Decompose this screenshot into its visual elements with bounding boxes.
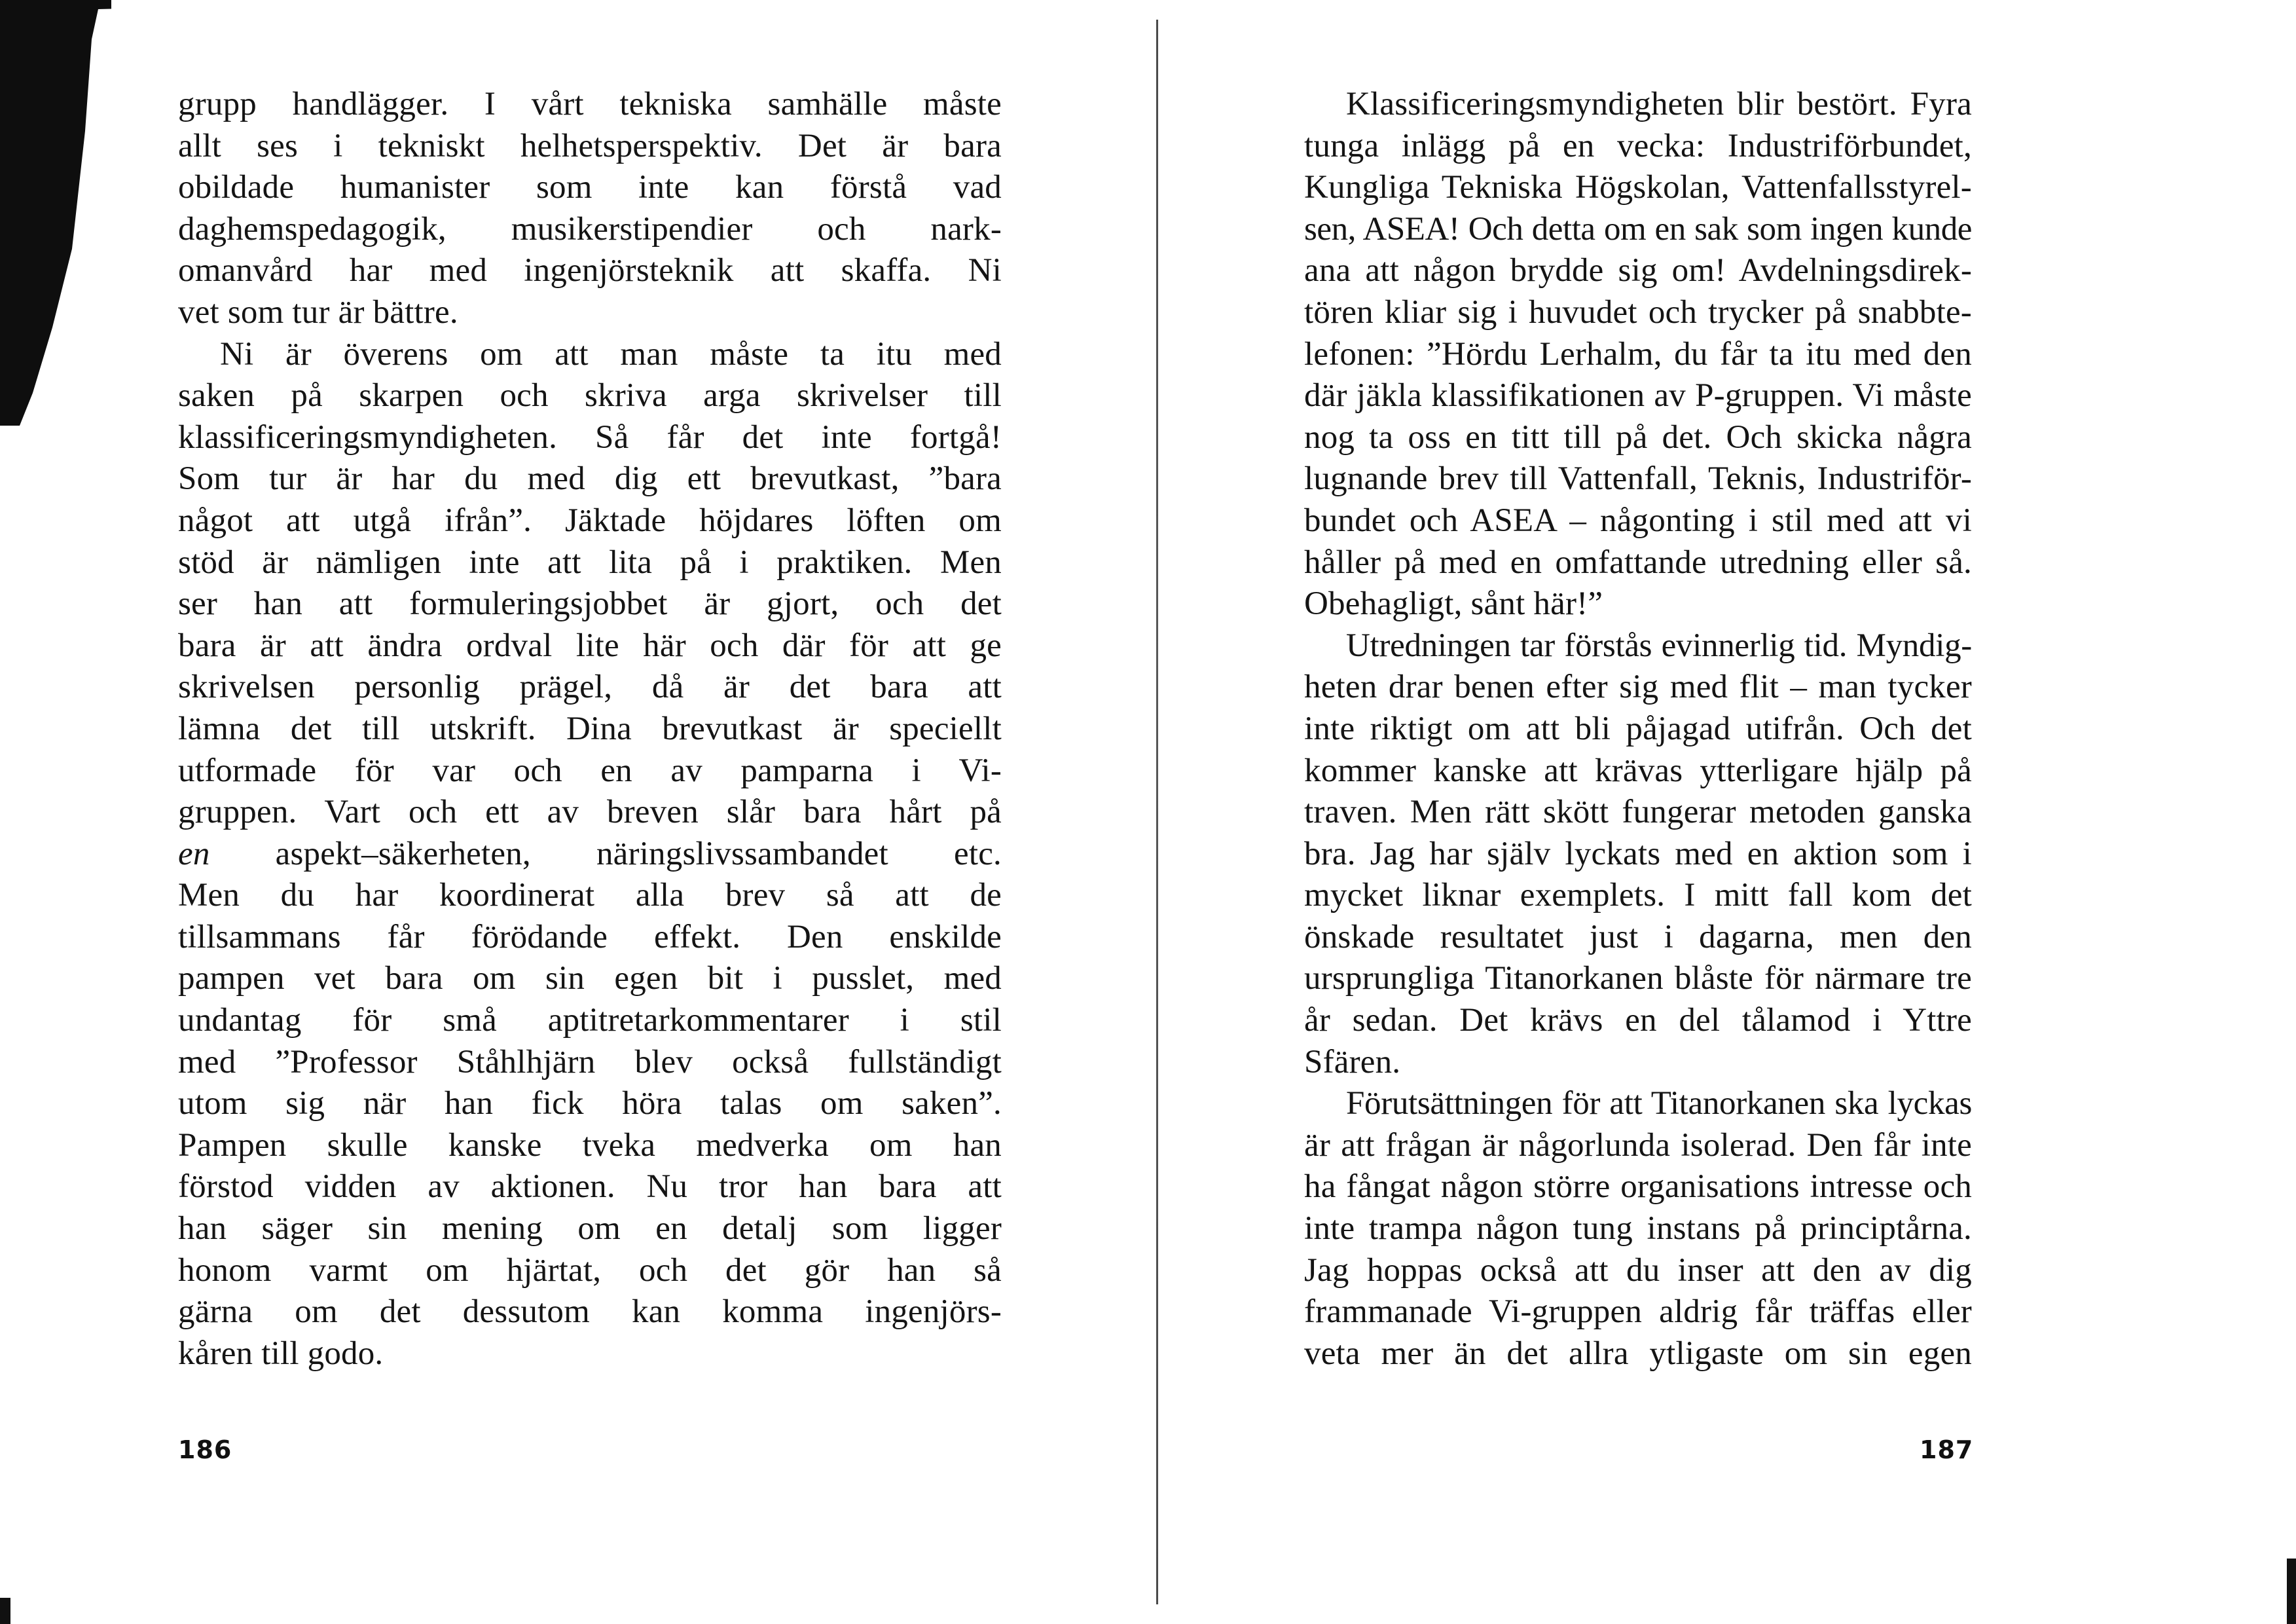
text-line: gärna om det dessutom kan komma ingenjörs- [178,1293,1002,1331]
text-line: Jag hoppas också att du inser att den av dig [1304,1251,1972,1289]
text-line-rest: aspekt–säkerheten, näringslivssambandet etc. [275,835,1002,872]
right-page-text [1304,84,1972,1375]
text-line: tillsammans får förödande effekt. Den enskilde [178,918,1002,955]
text-line: kommer kanske att krävas ytterligare hjälp på [1304,752,1972,789]
text-line: önskade resultatet just i dagarna, men den [1304,918,1972,955]
text-line: Obehagligt, sånt här!” [1304,585,1603,623]
text-line: förstod vidden av aktionen. Nu tror han bara att [178,1168,1002,1206]
text-line: grupp handlägger. I vårt tekniska samhälle måste [178,86,1002,122]
text-line: lämna det till utskrift. Dina brevutkast är speciellt [178,710,1002,747]
text-line-paragraph-start: Utredningen tar förstås evinnerlig tid. Myndig- [1346,627,1972,664]
text-line: stöd är nämligen inte att lita på i praktiken. Men [178,544,1002,581]
text-line: Kungliga Tekniska Högskolan, Vattenfallsstyrel- [1304,169,1972,206]
text-line: han säger sin mening om en detalj som ligger [178,1210,1002,1247]
page-number-right: 187 [1920,1435,1974,1464]
text-line: håller på med en omfattande utredning eller så. [1304,544,1972,581]
text-line: obildade humanister som inte kan förstå vad [178,169,1002,206]
text-line: pampen vet bara om sin egen bit i pusslet, med [178,960,1002,997]
text-line: saken på skarpen och skriva arga skrivelser till [178,377,1002,415]
text-line: omanvård har med ingenjörsteknik att skaffa. Ni [178,252,1002,289]
text-line-paragraph-start: Förutsättningen för att Titanorkanen ska lyckas [1346,1085,1972,1122]
text-line: tunga inlägg på en vecka: Industriförbundet, [1304,127,1972,164]
text-line-paragraph-start: Klassificeringsmyndigheten blir bestört. Fyra [1346,86,1972,122]
text-line: ana att någon brydde sig om! Avdelningsdirek- [1304,252,1972,289]
text-line-with-italic [178,834,1002,876]
text-line: Sfären. [1304,1043,1401,1080]
text-line: vet som tur är bättre. [178,293,458,331]
text-line: ser han att formuleringsjobbet är gjort, och det [178,585,1002,623]
text-line: mycket liknar exemplets. I mitt fall kom det [1304,877,1972,914]
text-line: inte trampa någon tung instans på principtårna. [1304,1210,1972,1247]
text-line: Som tur är har du med dig ett brevutkast, ”bara [178,460,1002,498]
text-line: skrivelsen personlig prägel, då är det bara att [178,669,1002,706]
italic-word: en [178,835,210,872]
left-page-text [178,84,1002,1375]
text-line: allt ses i tekniskt helhetsperspektiv. Det är bara [178,127,1002,164]
text-line: med ”Professor Ståhlhjärn blev också fullständigt [178,1043,1002,1080]
text-line: lefonen: ”Hördu Lerhalm, du får ta itu med den [1304,335,1972,373]
text-line: inte riktigt om att bli påjagad utifrån. Och det [1304,710,1972,747]
text-line: Pampen skulle kanske tveka medverka om han [178,1126,1002,1164]
text-line: bra. Jag har själv lyckats med en aktion som i [1304,835,1972,872]
text-line: daghemspedagogik, musikerstipendier och nark- [178,210,1002,248]
text-line: klassificeringsmyndigheten. Så får det inte fortgå! [178,418,1002,456]
text-line: nog ta oss en titt till på det. Och skicka några [1304,418,1972,456]
text-line: år sedan. Det krävs en del tålamod i Yttre [1304,1002,1972,1039]
text-line-paragraph-start: Ni är överens om att man måste ta itu med [220,335,1002,373]
text-line: Men du har koordinerat alla brev så att de [178,877,1002,914]
text-line: tören kliar sig i huvudet och trycker på snabbte- [1304,293,1972,331]
text-line: sen, ASEA! Och detta om en sak som ingen kunde [1304,210,1972,248]
page-number-left: 186 [178,1435,232,1464]
text-line: heten drar benen efter sig med flit – man tycker [1304,669,1972,706]
text-line: lugnande brev till Vattenfall, Teknis, Industriför- [1304,460,1972,498]
text-line: kåren till godo. [178,1335,384,1372]
text-line: undantag för små aptitretarkommentarer i stil [178,1002,1002,1039]
text-line: något att utgå ifrån”. Jäktade höjdares löften om [178,502,1002,539]
text-line: utom sig när han fick höra talas om saken”. [178,1085,1002,1122]
text-line: ursprungliga Titanorkanen blåste för närmare tre [1304,960,1972,997]
text-line: är att frågan är någorlunda isolerad. Den får inte [1304,1126,1972,1164]
text-line: bundet och ASEA – någonting i stil med att vi [1304,502,1972,539]
text-line: där jäkla klassifikationen av P-gruppen. Vi måste [1304,377,1972,415]
text-line: utformade för var och en av pamparna i Vi- [178,752,1002,789]
text-line: bara är att ändra ordval lite här och där för att ge [178,627,1002,664]
text-line: veta mer än det allra ytligaste om sin egen [1304,1335,1972,1372]
text-line: frammanade Vi-gruppen aldrig får träffas eller [1304,1293,1972,1331]
text-line: gruppen. Vart och ett av breven slår bara hårt på [178,794,1002,831]
text-line: ha fångat någon större organisations intresse och [1304,1168,1972,1206]
text-line: honom varmt om hjärtat, och det gör han så [178,1251,1002,1289]
text-line: traven. Men rätt skött fungerar metoden ganska [1304,794,1972,831]
right-page [1158,0,2296,1624]
